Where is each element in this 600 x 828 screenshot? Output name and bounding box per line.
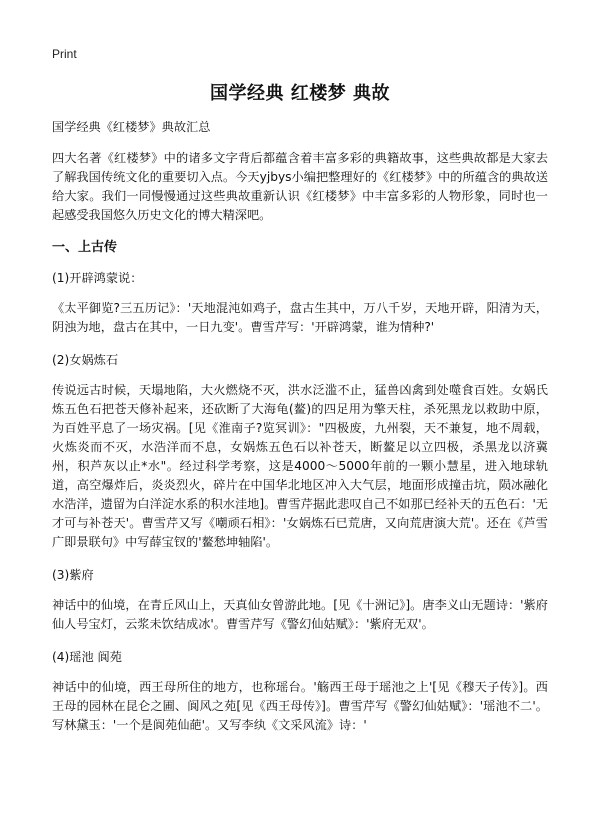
item-heading-kaipi: (1)开辟鸿蒙说： — [52, 271, 143, 285]
article-subtitle: 国学经典《红楼梦》典故汇总 — [52, 120, 211, 134]
item-heading-zifu: (3)紫府 — [52, 568, 94, 582]
item-heading-nvwa: (2)女娲炼石 — [52, 353, 119, 367]
print-link[interactable]: Print — [52, 47, 77, 61]
item-body-yaochi: 神话中的仙境，西王母所住的地方，也称瑶台。'觞西王母于瑶池之上'[见《穆天子传》]。西王母的园林在昆仑之圃、阆风之苑[见《西王母传》]。曹雪芹写《警幻仙姑赋》：'瑶池不二'。写林黛玉：'一个是阆苑仙葩'。又写李纨《文采风流》诗：' — [52, 680, 548, 732]
article-content — [52, 118, 548, 749]
item-body-zifu: 神话中的仙境，在青丘风山上，天真仙女曾游此地。[见《十洲记》]。唐李义山无题诗：'紫府仙人号宝灯，云浆未饮结成冰'。曹雪芹写《警幻仙姑赋》：'紫府无双'。 — [52, 598, 548, 631]
page-title: 国学经典 红楼梦 典故 — [209, 83, 391, 104]
item-body-kaipi: 《太平御览?三五历记》：'天地混沌如鸡子，盘古生其中，万八千岁，天地开辟，阳清为天，阴浊为地，盘古在其中，一日九变'。曹雪芹写：'开辟鸿蒙，谁为情种?' — [52, 301, 548, 334]
intro-paragraph: 四大名著《红楼梦》中的诸多文字背后都蕴含着丰富多彩的典籍故事，这些典故都是大家去了解我国传统文化的重要切入点。今天yjbys小编把整理好的《红楼梦》中的所蕴含的典故送给大家。我们一同慢慢通过这些典故重新认识《红楼梦》中丰富多彩的人物形象，同时也一起感受我国悠久历史文化的博大精深吧。 — [52, 151, 548, 222]
item-body-nvwa: 传说远古时候，天塌地陷，大火燃烧不灭，洪水泛滥不止，猛兽凶禽到处噬食百姓。女娲氏炼五色石把苍天修补起来，还砍断了大海龟(鳌)的四足用为擎天柱，杀死黑龙以救助中原，为百姓平息了一场灾祸。[见《淮南子?览冥训》："四极废，九州裂，天不兼复，地不周载，火炼炎而不灭，水浩洋而不息，女娲炼五色石以补苍天，断鳌足以立四极，杀黑龙以济冀州，积芦灰以止*水"。经过科学考察，这是4000～5000年前的一颗小慧星，进入地球轨道，高空爆炸后，炎炎烈火，碎片在中国华北地区冲入大气层，地面形成撞击坑，陨冰融化水浩洋，遗留为白洋淀水系的积水洼地]。曹雪芹据此悲叹自己不如那已经补天的五色石：'无才可与补苍天'。曹雪芹又写《嘲顽石相》：'女娲炼石已荒唐，又向荒唐演大荒'。还在《芦雪广即景联句》中写薛宝钗的'鳌愁坤轴陷'。 — [52, 383, 548, 549]
item-heading-yaochi: (4)瑶池 阆苑 — [52, 650, 122, 664]
section-heading: 一、上古传 — [52, 240, 118, 255]
